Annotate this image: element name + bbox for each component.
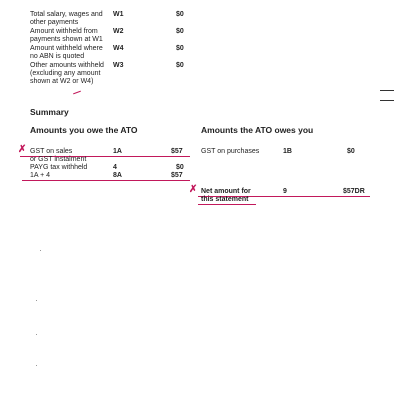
total-owe-value: $57 — [171, 172, 183, 179]
w1-value: $0 — [176, 11, 184, 18]
owe-title: Amounts you owe the ATO — [30, 125, 138, 135]
w4-label-2: no ABN is quoted — [30, 53, 85, 60]
scan-speck — [36, 334, 37, 335]
underline-total — [22, 180, 190, 181]
payg-code: 4 — [113, 164, 117, 171]
scan-speck — [36, 365, 37, 366]
net-value: $57DR — [343, 188, 365, 195]
net-label: Net amount for — [201, 188, 251, 195]
margin-mark-2 — [380, 100, 394, 101]
w3-label-2: (excluding any amount — [30, 70, 101, 77]
payg-value: $0 — [176, 164, 184, 171]
scan-speck — [40, 250, 41, 251]
gst-purchases-code: 1B — [283, 148, 292, 155]
underline-net-2 — [198, 204, 256, 205]
w3-code: W3 — [113, 62, 124, 69]
w1-label-2: other payments — [30, 19, 79, 26]
w1-code: W1 — [113, 11, 124, 18]
w4-code: W4 — [113, 45, 124, 52]
gst-purchases-value: $0 — [347, 148, 355, 155]
w3-value: $0 — [176, 62, 184, 69]
total-owe-code: 8A — [113, 172, 122, 179]
w2-label: Amount withheld from — [30, 28, 98, 35]
cross-mark-icon: ✗ — [189, 184, 198, 195]
pen-mark — [73, 91, 81, 95]
owed-title: Amounts the ATO owes you — [201, 125, 314, 135]
scan-speck — [36, 300, 37, 301]
w3-label-3: shown at W2 or W4) — [30, 78, 94, 85]
net-label-2: this statement — [201, 196, 249, 203]
w1-label: Total salary, wages and — [30, 11, 103, 18]
total-owe-label: 1A + 4 — [30, 172, 51, 179]
gst-sales-code: 1A — [113, 148, 122, 155]
w2-label-2: payments shown at W1 — [30, 36, 103, 43]
summary-title: Summary — [30, 107, 69, 117]
gst-sales-value: $57 — [171, 148, 183, 155]
w2-code: W2 — [113, 28, 124, 35]
w3-label: Other amounts withheld — [30, 62, 104, 69]
margin-mark-1 — [380, 90, 394, 91]
gst-purchases-label: GST on purchases — [201, 148, 260, 155]
gst-sales-label-2: or GST instalment — [30, 156, 87, 163]
cross-mark-icon: ✗ — [18, 144, 27, 155]
payg-label: PAYG tax withheld — [30, 164, 88, 171]
w4-value: $0 — [176, 45, 184, 52]
net-code: 9 — [283, 188, 287, 195]
gst-sales-label: GST on sales — [30, 148, 73, 155]
w2-value: $0 — [176, 28, 184, 35]
w4-label: Amount withheld where — [30, 45, 103, 52]
